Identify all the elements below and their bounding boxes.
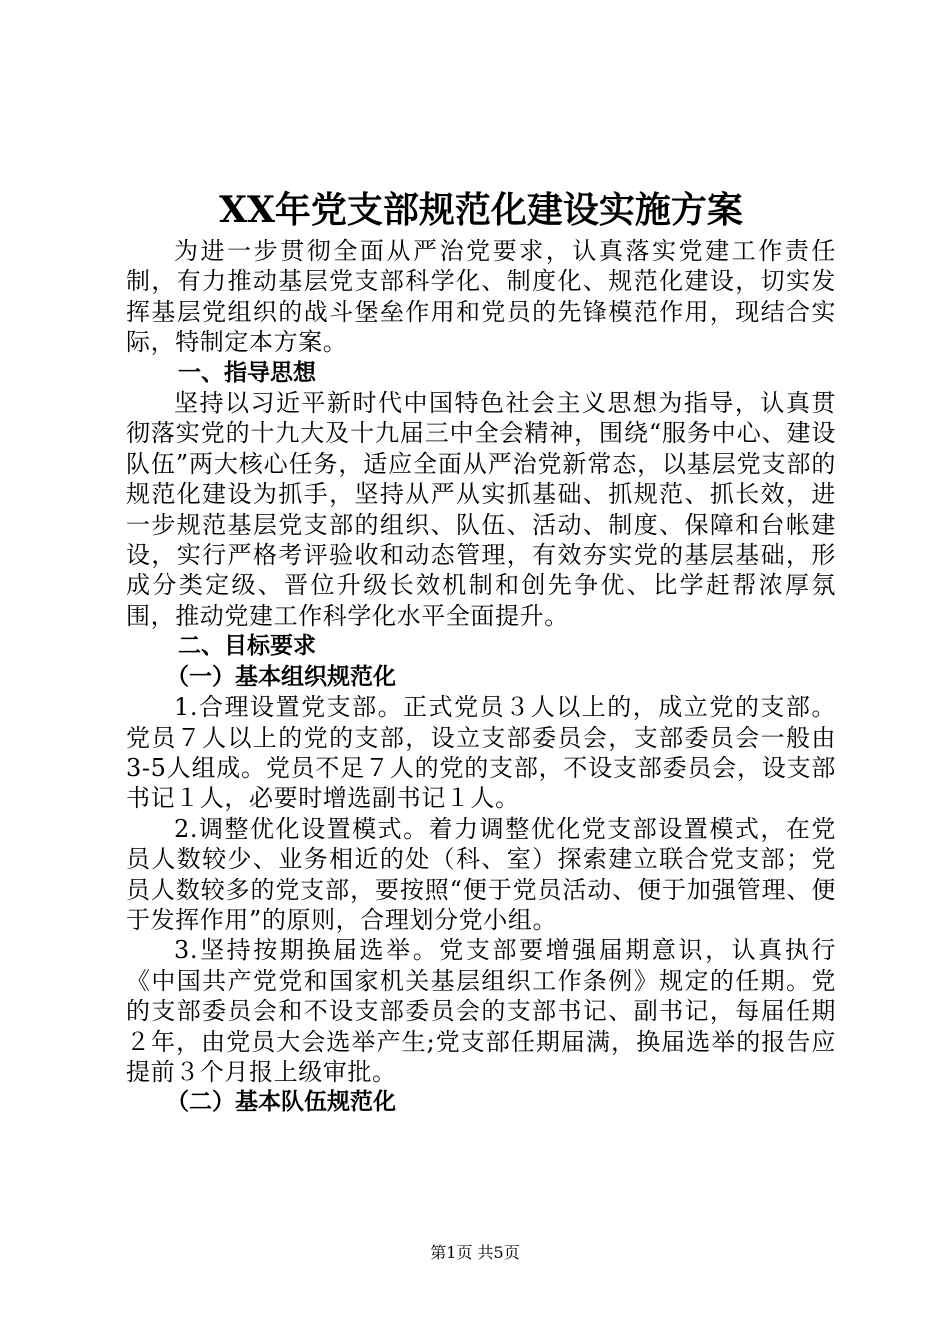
page-number-footer: 第1页 共5页 (430, 1243, 520, 1262)
list-item-election: 3.坚持按期换届选举。党支部要增强届期意识，认真执行《中国共产党党和国家机关基层组织工作条例》规定的任期。党的支部委员会和不设支部委员会的支部书记、副书记，每届任期２年，由党员大会选举产生;党支部任期届满，换届选举的报告应提前３个月报上级审批。 (126, 936, 836, 1086)
subsection-heading-team: （二）基本队伍规范化 (166, 1089, 396, 1116)
list-item-setup-mode: 2.调整优化设置模式。着力调整优化党支部设置模式，在党员人数较少、业务相近的处（科、室）探索建立联合党支部；党员人数较多的党支部，要按照“便于党员活动、便于加强管理、便于发挥作用”的原则，合理划分党小组。 (126, 814, 836, 934)
section-heading-goals: 二、目标要求 (178, 633, 316, 660)
subsection-heading-organization: （一）基本组织规范化 (166, 663, 396, 690)
document-title: XX年党支部规范化建设实施方案 (219, 189, 743, 231)
intro-paragraph: 为进一步贯彻全面从严治党要求，认真落实党建工作责任制，有力推动基层党支部科学化、制度化、规范化建设，切实发挥基层党组织的战斗堡垒作用和党员的先锋模范作用，现结合实际，特制定本方案。 (126, 237, 836, 357)
document-body (126, 186, 836, 1118)
guiding-thought-paragraph: 坚持以习近平新时代中国特色社会主义思想为指导，认真贯彻落实党的十九大及十九届三中全会精神，围绕“服务中心、建设队伍”两大核心任务，适应全面从严治党新常态，以基层党支部的规范化建设为抓手，坚持从严从实抓基础、抓规范、抓长效，进一步规范基层党支部的组织、队伍、活动、制度、保障和台帐建设，实行严格考评验收和动态管理，有效夯实党的基层基础，形成分类定级、晋位升级长效机制和创先争优、比学赶帮浓厚氛围，推动党建工作科学化水平全面提升。 (126, 389, 836, 630)
section-heading-guiding-thought: 一、指导思想 (178, 359, 316, 386)
list-item-branch-setup: 1.合理设置党支部。正式党员３人以上的，成立党的支部。党员７人以上的党的支部，设立支部委员会，支部委员会一般由3-5人组成。党员不足７人的党的支部，不设支部委员会，设支部书记１人，必要时增选副书记１人。 (126, 693, 836, 813)
